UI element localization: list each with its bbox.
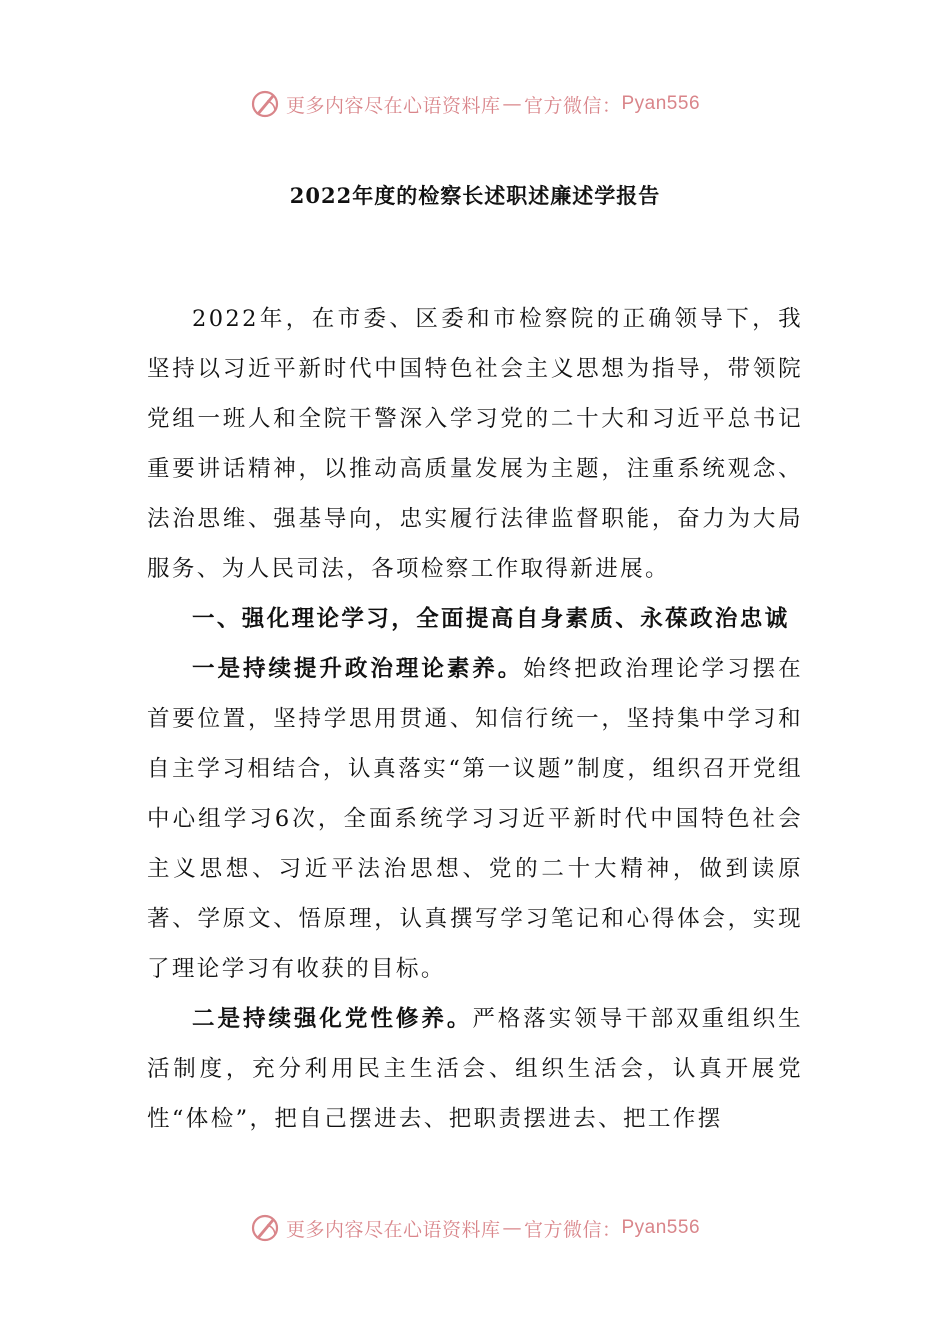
paragraph-item-1 xyxy=(147,644,803,994)
watermark-text: 更多内容尽在心语资料库 xyxy=(285,1218,501,1241)
document-body xyxy=(147,294,803,1144)
paragraph-lead: 二是持续强化党性修养。 xyxy=(192,1006,473,1032)
paragraph-item-2 xyxy=(147,994,803,1144)
section-heading xyxy=(147,594,803,644)
watermark-handle: Pyan556 xyxy=(621,1217,701,1238)
watermark-text: 更多内容尽在心语资料库 xyxy=(285,94,501,117)
paragraph-lead: 一是持续提升政治理论素养。 xyxy=(192,656,524,682)
watermark-separator: — xyxy=(502,1217,522,1239)
paragraph-text: 始终把政治理论学习摆在首要位置，坚持学思用贯通、知信行统一，坚持集中学习和自主学习相结合，认真落实“第一议题”制度，组织召开党组中心组学习6次，全面系统学习习近平新时代中国特色社会主义思想、习近平法治思想、党的二十大精神，做到读原著、学原文、悟原理，认真撰写学习笔记和心得体会，实现了理论学习有收获的目标。 xyxy=(147,656,804,982)
paragraph-text: 2022年，在市委、区委和市检察院的正确领导下，我坚持以习近平新时代中国特色社会主义思想为指导，带领院党组一班人和全院干警深入学习党的二十大和习近平总书记重要讲话精神，以推动高质量发展为主题，注重系统观念、法治思维、强基导向，忠实履行法律监督职能，奋力为大局服务、为人民司法，各项检察工作取得新进展。 xyxy=(147,306,803,582)
quill-circle-logo-icon xyxy=(250,1213,280,1243)
watermark-handle: Pyan556 xyxy=(621,93,701,114)
watermark-separator: — xyxy=(502,93,522,115)
document-title: 2022年度的检察长述职述廉述学报告 xyxy=(289,183,661,208)
watermark-label: 官方微信： xyxy=(523,94,622,117)
watermark-label: 官方微信： xyxy=(523,1218,622,1241)
paragraph-text: 严格落实领导干部双重组织生活制度，充分利用民主生活会、组织生活会，认真开展党性“体检”，把自己摆进去、把职责摆进去、把工作摆 xyxy=(147,1006,803,1132)
section-heading-text: 一、强化理论学习，全面提高自身素质、永葆政治忠诚 xyxy=(192,606,790,632)
footer-watermark xyxy=(0,1208,950,1248)
paragraph-intro xyxy=(147,294,803,594)
quill-circle-logo-icon xyxy=(250,89,280,119)
header-watermark xyxy=(0,84,950,124)
